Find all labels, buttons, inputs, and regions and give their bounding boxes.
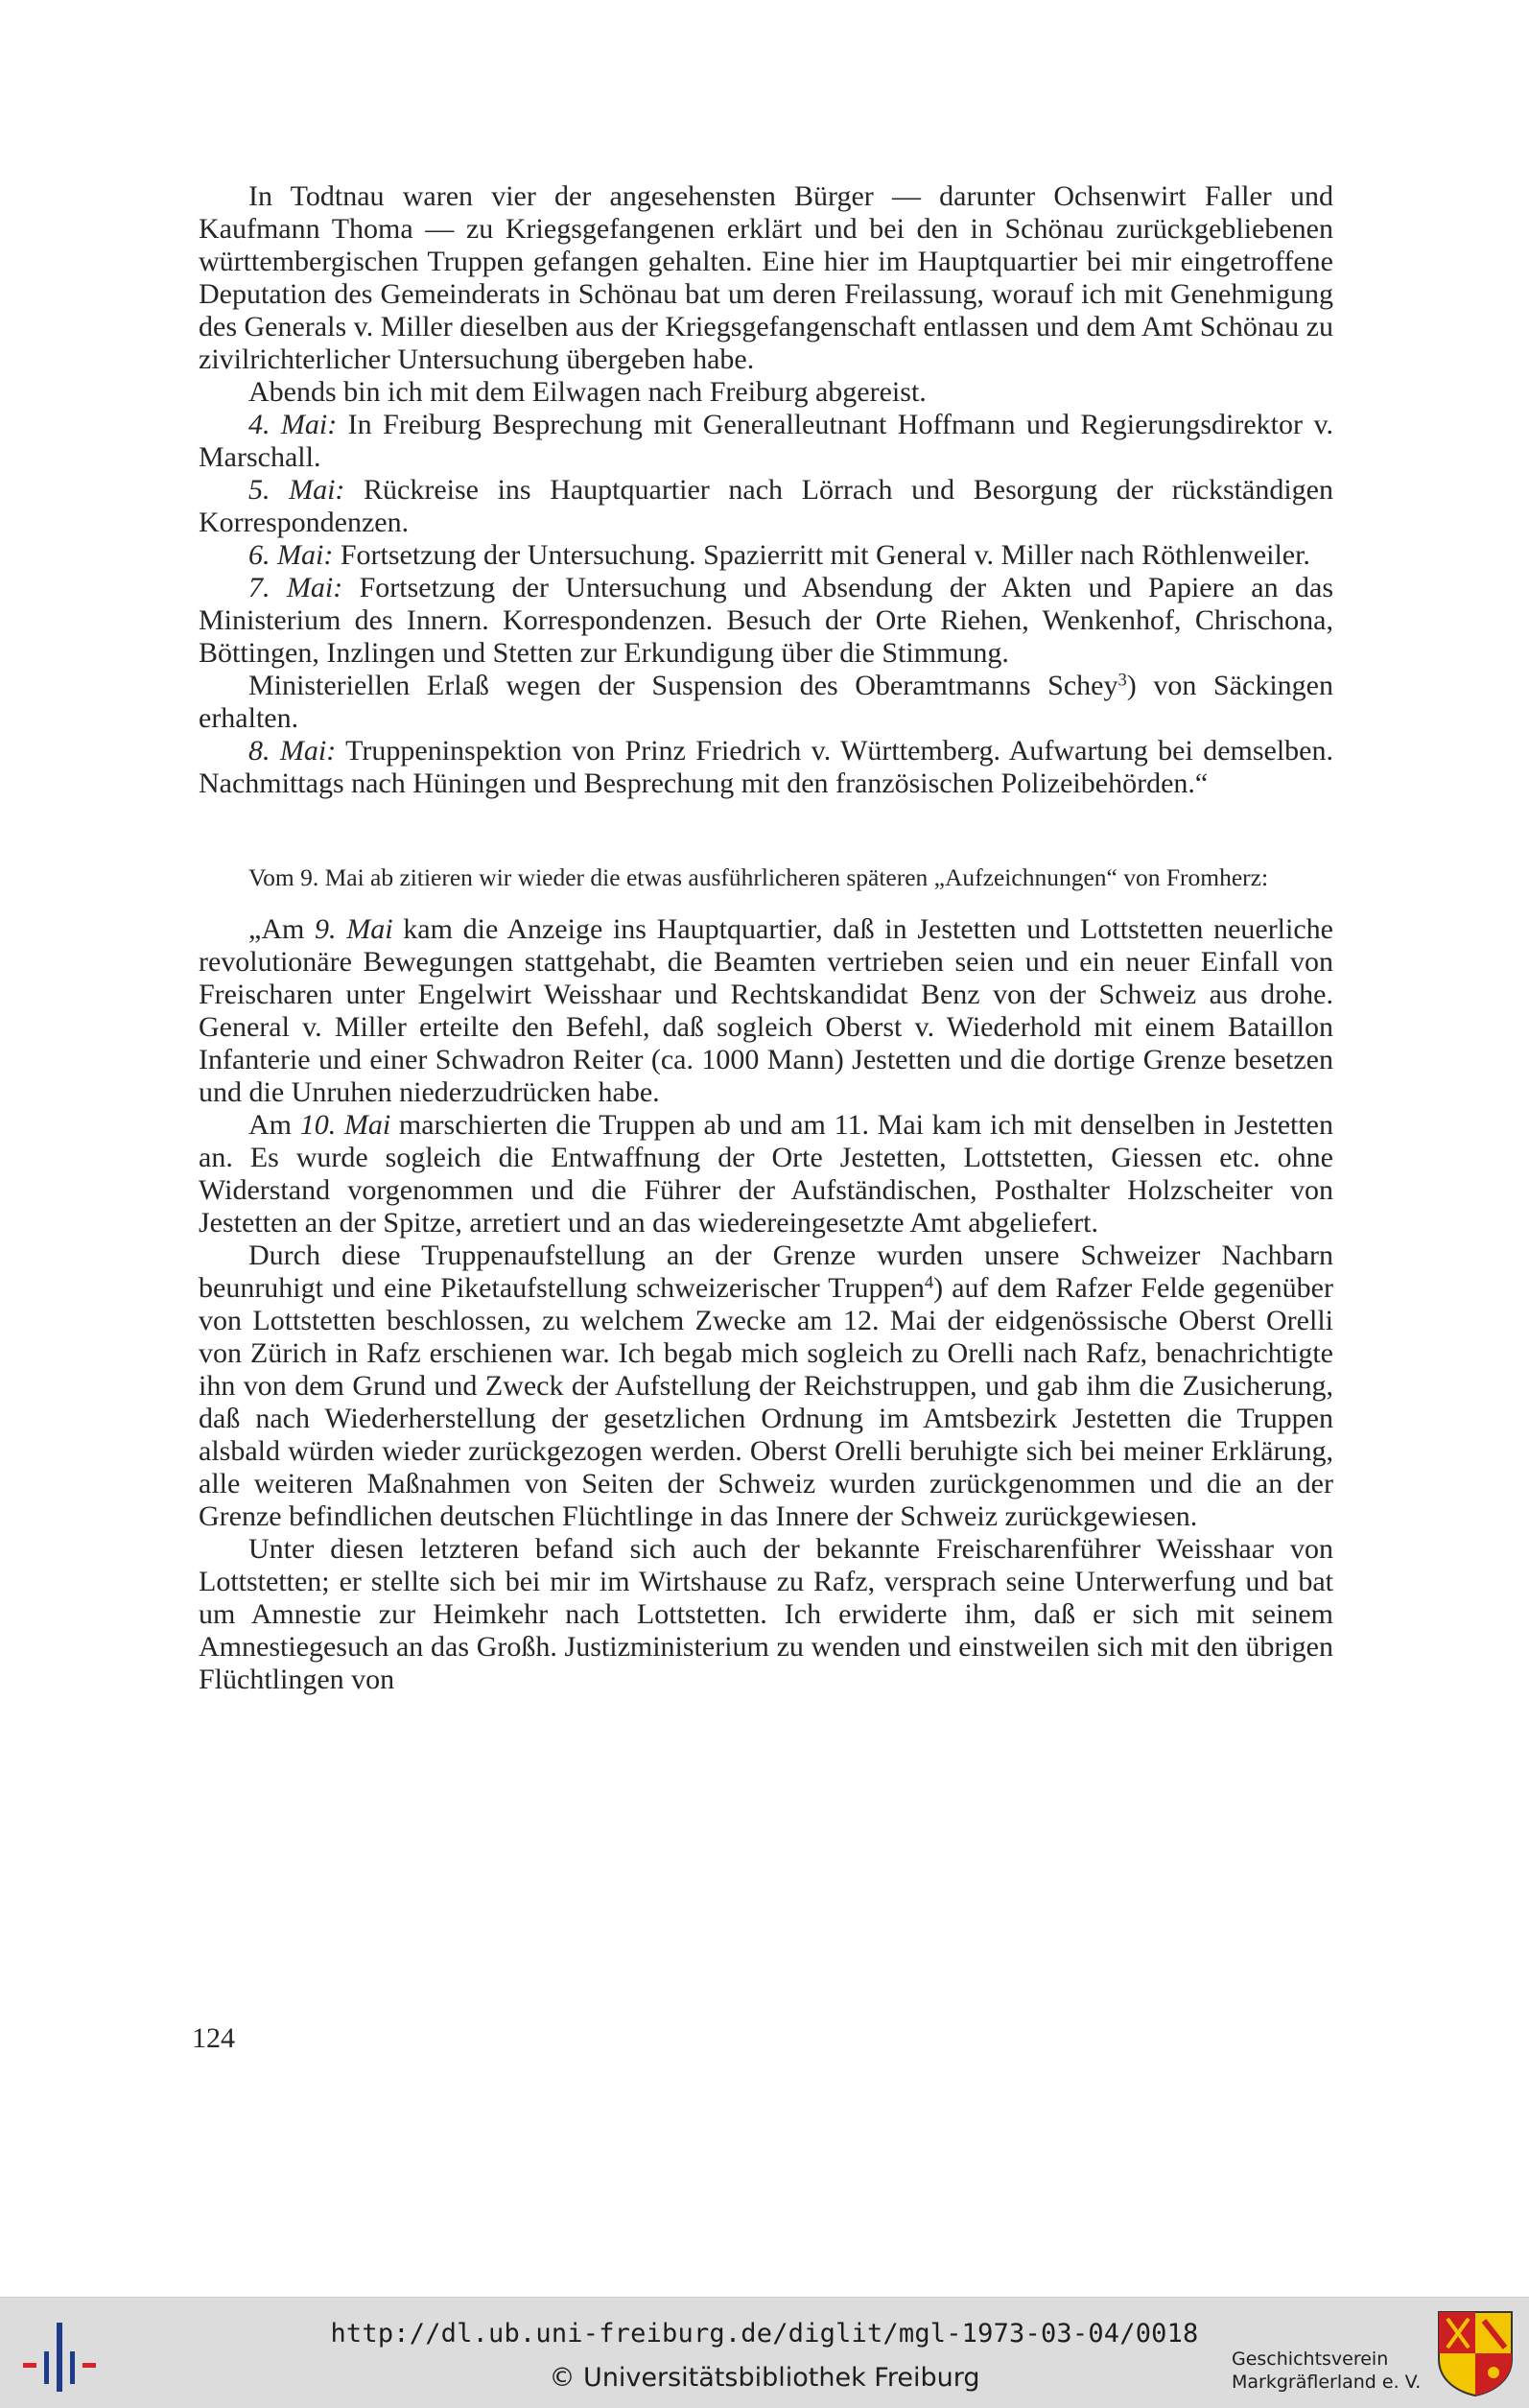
coat-of-arms-icon[interactable]: [1436, 2309, 1515, 2397]
paragraph: In Todtnau waren vier der angesehensten Bürger — darunter Ochsenwirt Faller und Kaufmann Thoma — zu Kriegsgefangenen erklärt und bei den in Schönau zurückgebliebenen württembergischen Truppen gefangen gehalten. Eine hier im Hauptquartier bei mir eingetroffene Deputation des Gemeinderats in Schönau bat um deren Freilassung, worauf ich mit Genehmigung des Generals v. Miller dieselben aus der Kriegsgefangenschaft entlassen und dem Amt Schönau zu zivilrichterlicher Untersuchung übergeben habe.: [199, 180, 1333, 375]
paragraph: Abends bin ich mit dem Eilwagen nach Freiburg abgereist.: [248, 376, 927, 408]
paragraph: 6. Mai: Fortsetzung der Untersuchung. Spazierritt mit General v. Miller nach Röthlenweiler.: [248, 539, 1310, 571]
paragraph: Unter diesen letzteren befand sich auch der bekannte Freischarenführer Weisshaar von Lottstetten; er stellte sich bei mir im Wirtshause zu Rafz, versprach seine Unterwerfung und bat um Amnestie zur Heimkehr nach Lottstetten. Ich erwiderte ihm, daß er sich mit seinem Amnestiegesuch an das Großh. Justizministerium zu wenden und einstweilen sich mit den übrigen Flüchtlingen von: [199, 1533, 1333, 1695]
paragraph: 8. Mai: Truppeninspektion von Prinz Friedrich v. Württemberg. Aufwartung bei demselben. Nachmittags nach Hüningen und Besprechung mit den französischen Polizeibehörden.“: [199, 735, 1333, 799]
paragraph: 4. Mai: In Freiburg Besprechung mit Generalleutnant Hoffmann und Regierungsdirektor v. Marschall.: [199, 409, 1333, 473]
paragraph: Am 10. Mai marschierten die Truppen ab und am 11. Mai kam ich mit denselben in Jestetten an. Es wurde sogleich die Entwaffnung der Orte Jestetten, Lottstetten, Giessen etc. ohne Widerstand vorgenommen und die Führer der Aufständischen, Posthalter Holzscheiter von Jestetten an der Spitze, arretiert und an das wiedereingesetzte Amt abgeliefert.: [199, 1109, 1333, 1239]
society-name-line: Markgräflerland e. V.: [1232, 2372, 1422, 2393]
paragraph: 7. Mai: Fortsetzung der Untersuchung und Absendung der Akten und Papiere an das Ministerium des Innern. Korrespondenzen. Besuch der Orte Riehen, Wenkenhof, Chrischona, Böttingen, Inzlingen und Stetten zur Erkundigung über die Stimmung.: [199, 572, 1333, 669]
page-number: 124: [192, 2022, 235, 2054]
paragraph: „Am 9. Mai kam die Anzeige ins Hauptquartier, daß in Jestetten und Lottstetten neuerliche revolutionäre Bewegungen stattgehabt, die Beamten vertrieben seien und ein neuer Einfall von Freischaren unter Engelwirt Weisshaar und Rechtskandidat Benz von der Schweiz aus drohe. General v. Miller erteilte den Befehl, daß sogleich Oberst v. Wiederhold mit einem Bataillon Infanterie und einer Schwadron Reiter (ca. 1000 Mann) Jestetten und die dortige Grenze besetzen und die Unruhen niederzudrücken habe.: [199, 913, 1333, 1108]
permalink-link[interactable]: http://dl.ub.uni-freiburg.de/diglit/mgl-1973-03-04/0018: [330, 2319, 1199, 2349]
body-text: [199, 180, 1333, 1696]
society-name: [1232, 2348, 1433, 2394]
society-name-line: Geschichtsverein: [1232, 2349, 1389, 2370]
paragraph: Durch diese Truppenaufstellung an der Grenze wurden unsere Schweizer Nachbarn beunruhigt und eine Piketaufstellung schweizerischer Truppen$^4$) auf dem Rafzer Felde gegenüber von Lottstetten beschlossen, zu welchem Zwecke am 12. Mai der eidgenössische Oberst Orelli von Zürich in Rafz erschienen war. Ich begab mich sogleich zu Orelli nach Rafz, benachrichtigte ihn von dem Grund und Zweck der Aufstellung der Reichstruppen, und gab ihm die Zusicherung, daß nach Wiederherstellung der gesetzlichen Ordnung im Amtsbezirk Jestetten die Truppen alsbald würden wieder zurückgezogen werden. Oberst Orelli beruhigte sich bei meiner Erklärung, alle weiteren Maßnahmen von Seiten der Schweiz wurden zurückgenommen und die an der Grenze befindlichen deutschen Flüchtlinge in das Innere der Schweiz zurückgewiesen.: [199, 1239, 1333, 1532]
footer-bar: [0, 2297, 1529, 2408]
section-spacer: [199, 892, 1333, 913]
paragraph: Ministeriellen Erlaß wegen der Suspension des Oberamtmanns Schey$^3$) von Säckingen erhalten.: [199, 670, 1333, 734]
copyright-text: © Universitätsbibliothek Freiburg: [549, 2363, 980, 2393]
paragraph: 5. Mai: Rückreise ins Hauptquartier nach Lörrach und Besorgung der rückständigen Korrespondenzen.: [199, 474, 1333, 538]
editorial-note: Vom 9. Mai ab zitieren wir wieder die etwas ausführlicheren späteren „Aufzeichnungen“ von Fromherz:: [248, 863, 1269, 891]
section-spacer: [199, 800, 1333, 863]
